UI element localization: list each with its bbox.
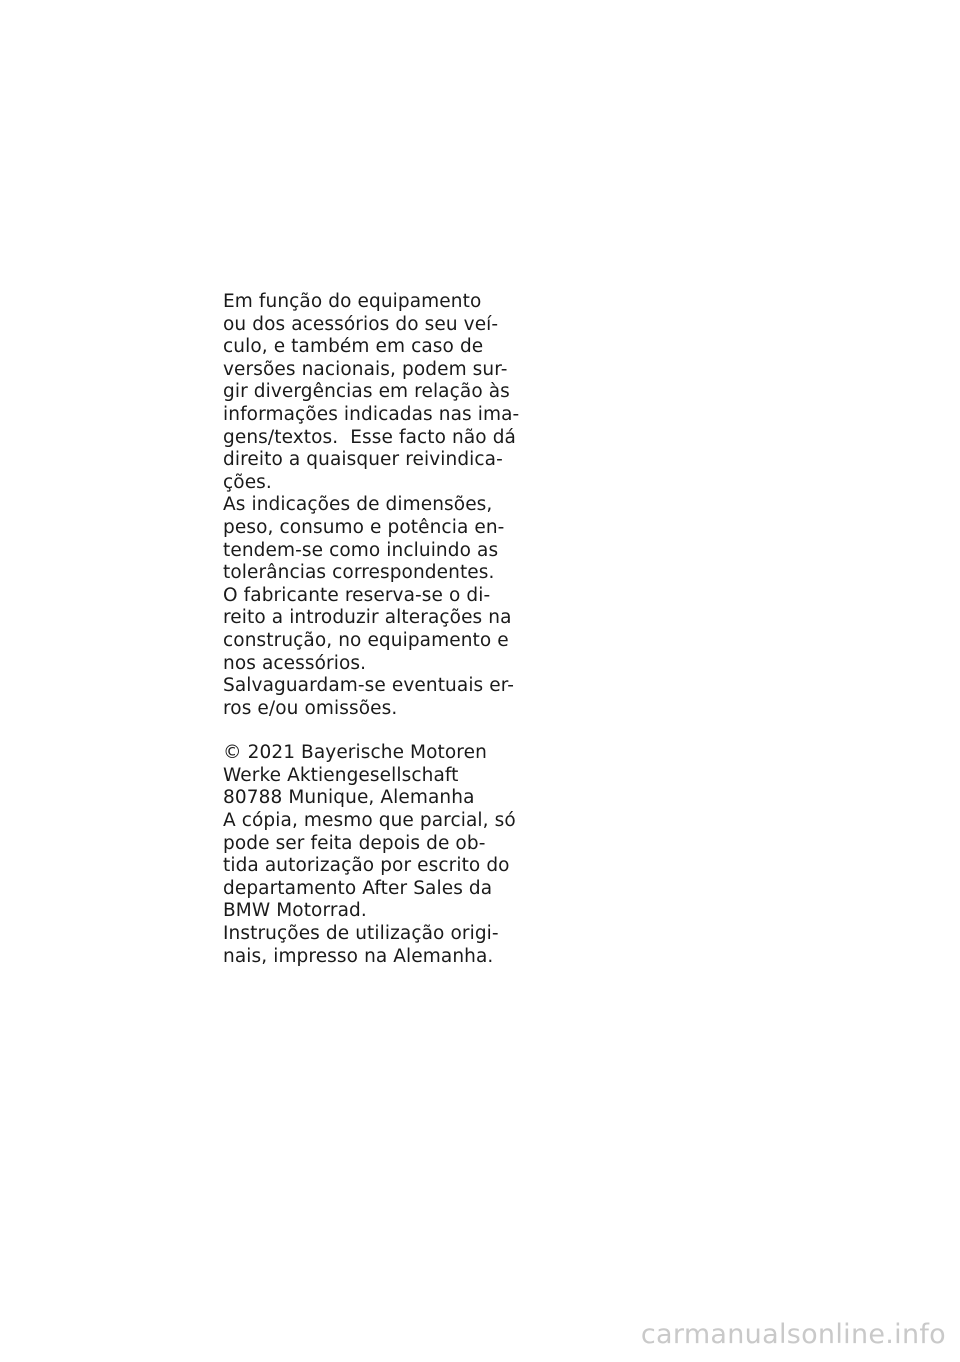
disclaimer-line: As indicações de dimensões,: [223, 494, 493, 516]
block-spacer: [223, 720, 503, 742]
disclaimer-line: construção, no equipamento e: [223, 629, 509, 651]
disclaimer-line: ros e/ou omissões.: [223, 697, 398, 719]
disclaimer-line: Salvaguardam-se eventuais er-: [223, 675, 515, 697]
disclaimer-line: ções.: [223, 471, 272, 493]
copyright-line: A cópia, mesmo que parcial, só: [223, 810, 516, 832]
disclaimer-line: peso, consumo e potência en-: [223, 516, 505, 538]
disclaimer-line: gens/textos. Esse facto não dá: [223, 426, 516, 448]
watermark-text: carmanualsonline.info: [640, 1319, 946, 1350]
copyright-line: 80788 Munique, Alemanha: [223, 787, 475, 809]
disclaimer-line: tolerâncias correspondentes.: [223, 562, 495, 584]
disclaimer-line: informações indicadas nas ima-: [223, 403, 520, 425]
copyright-block: [223, 742, 516, 968]
copyright-line: © 2021 Bayerische Motoren: [223, 742, 487, 764]
page-text-column: [223, 291, 520, 968]
copyright-line: Werke Aktiengesellschaft: [223, 764, 459, 786]
disclaimer-line: reito a introduzir alterações na: [223, 607, 512, 629]
disclaimer-block: [223, 291, 520, 720]
disclaimer-line: gir divergências em relação às: [223, 381, 510, 403]
disclaimer-line: Em função do equipamento: [223, 291, 482, 312]
copyright-line: pode ser feita depois de ob-: [223, 832, 486, 854]
disclaimer-line: versões nacionais, podem sur-: [223, 358, 508, 380]
copyright-line: Instruções de utilização origi-: [223, 923, 499, 945]
disclaimer-line: direito a quaisquer reivindica-: [223, 449, 503, 471]
disclaimer-line: O fabricante reserva-se o di-: [223, 584, 491, 606]
copyright-line: BMW Motorrad.: [223, 900, 367, 922]
disclaimer-line: culo, e também em caso de: [223, 336, 484, 358]
copyright-line: tida autorização por escrito do: [223, 855, 510, 877]
disclaimer-line: tendem-se como incluindo as: [223, 539, 499, 561]
disclaimer-line: ou dos acessórios do seu veí-: [223, 313, 499, 335]
disclaimer-line: nos acessórios.: [223, 652, 367, 674]
copyright-line: nais, impresso na Alemanha.: [223, 945, 494, 967]
copyright-line: departamento After Sales da: [223, 877, 493, 899]
